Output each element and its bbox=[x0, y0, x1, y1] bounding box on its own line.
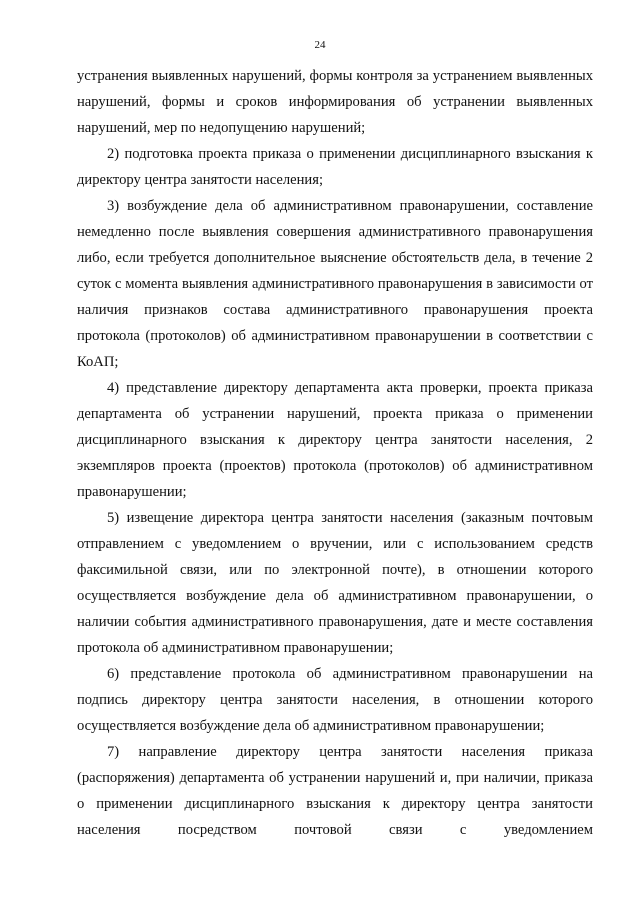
paragraph-item-6: 6) представление протокола об административном правонарушении на подпись директору центра занятости населения, в отношении которого осуществляется возбуждение дела об административном правонарушении; bbox=[77, 666, 593, 734]
paragraph-item-2: 2) подготовка проекта приказа о применении дисциплинарного взыскания к директору центра занятости населения; bbox=[77, 146, 593, 188]
paragraph-item-3: 3) возбуждение дела об административном правонарушении, составление немедленно после выявления совершения административного правонарушения либо, если требуется дополнительное выяснение обстоятельств дела, в течение 2 суток с момента выявления административного правонарушения в зависимости от наличия признаков состава административного правонарушения проекта протокола (протоколов) об административном правонарушении в соответствии с КоАП; bbox=[77, 198, 593, 370]
page-number: 24 bbox=[314, 39, 326, 51]
paragraph-item-7: 7) направление директору центра занятости населения приказа (распоряжения) департамента об устранении нарушений и, при наличии, приказа о применении дисциплинарного взыскания к директору центра занятости населения посредством почтовой связи с уведомлением bbox=[77, 744, 593, 838]
paragraph-item-5: 5) извещение директора центра занятости населения (заказным почтовым отправлением с уведомлением о вручении, или с использованием средств факсимильной связи, или по электронной почте), в отношении которого осуществляется возбуждение дела об административном правонарушении, о наличии события административного правонарушения, дате и месте составления протокола об административном правонарушении; bbox=[77, 510, 593, 656]
document-body bbox=[77, 63, 593, 843]
paragraph-continuation: устранения выявленных нарушений, формы контроля за устранением выявленных нарушений, формы и сроков информирования об устранении выявленных нарушений, мер по недопущению нарушений; bbox=[77, 68, 593, 136]
paragraph-item-4: 4) представление директору департамента акта проверки, проекта приказа департамента об устранении нарушений, проекта приказа о применении дисциплинарного взыскания к директору центра занятости населения, 2 экземпляров проекта (проектов) протокола (протоколов) об административном правонарушении; bbox=[77, 380, 593, 500]
